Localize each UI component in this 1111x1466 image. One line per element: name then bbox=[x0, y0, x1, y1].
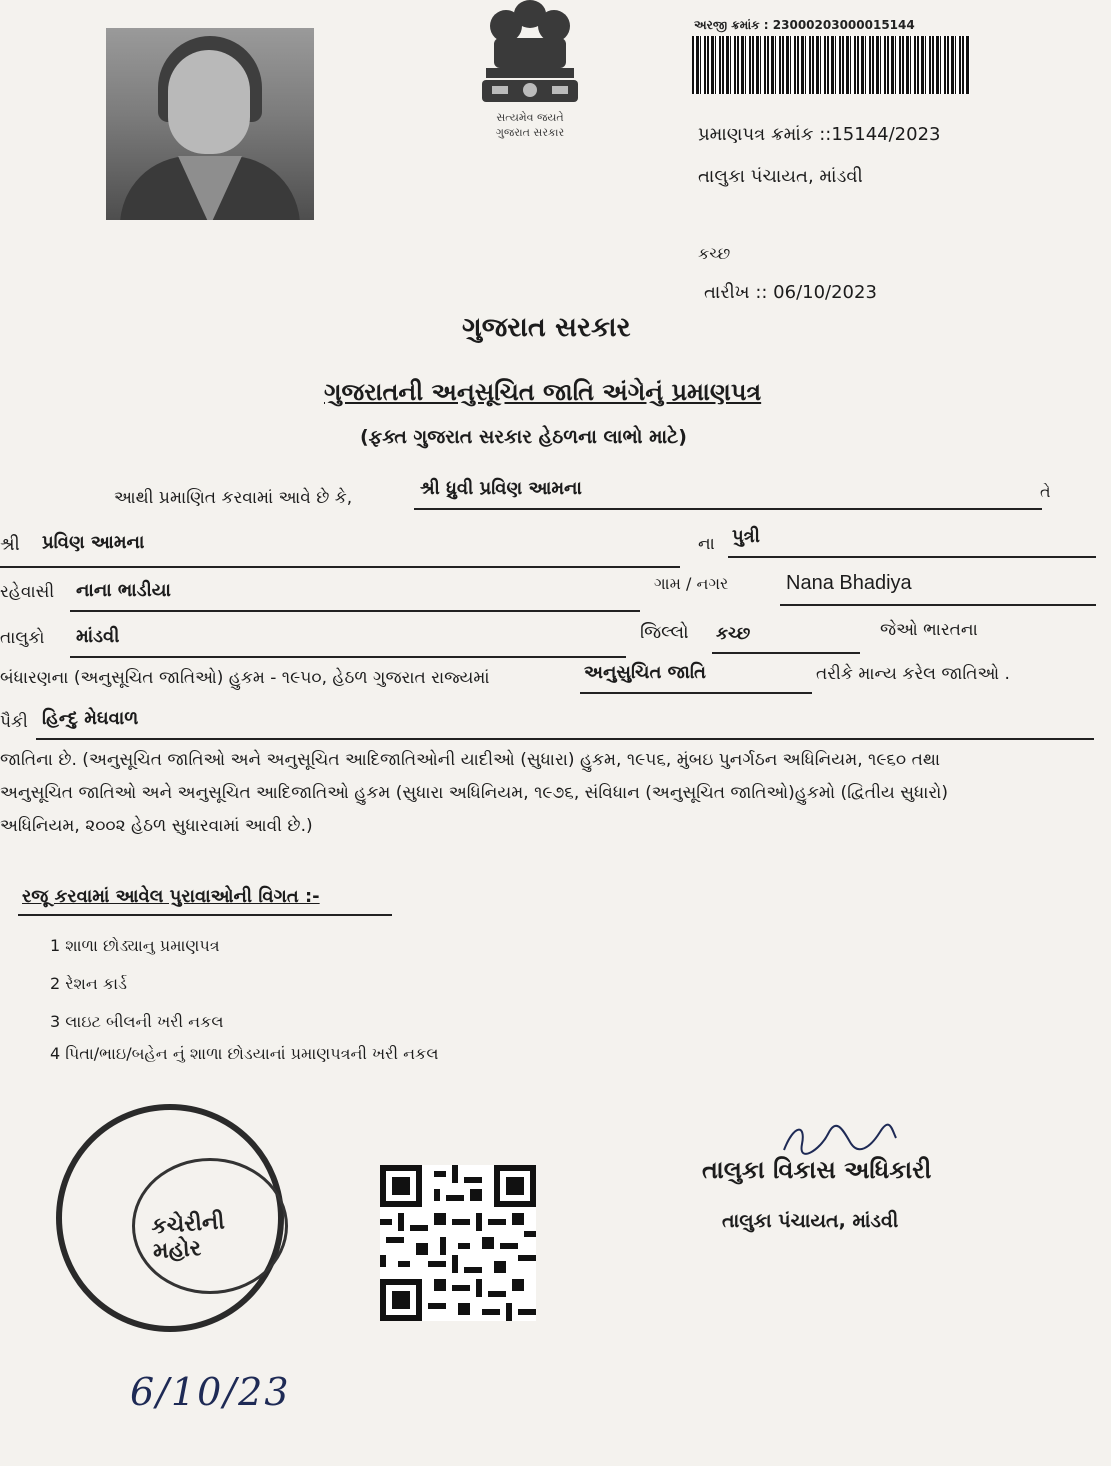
father-name: પ્રવિણ આમના bbox=[42, 532, 145, 553]
government-title: ગુજરાત સરકાર bbox=[462, 312, 631, 343]
issue-date: તારીખ :: 06/10/2023 bbox=[704, 282, 877, 303]
signature bbox=[780, 1120, 900, 1160]
issuing-district: કચ્છ bbox=[698, 244, 731, 263]
certificate-subtitle: (ફક્ત ગુજરાત સરકાર હેઠળના લાભો માટે) bbox=[360, 426, 687, 448]
village-value: Nana Bhadiya bbox=[786, 572, 912, 594]
certificate-number: પ્રમાણપત્ર ક્રમાંક ::15144/2023 bbox=[698, 124, 941, 145]
resident-prefix: રહેવાસી bbox=[0, 582, 55, 602]
relation-prefix: ના bbox=[698, 534, 715, 554]
caste-value: હિન્દુ મેઘવાળ bbox=[42, 708, 139, 729]
barcode bbox=[692, 36, 970, 94]
office-seal bbox=[56, 1104, 284, 1332]
legal-paragraph: જાતિના છે. (અનુસૂચિત જાતિઓ અને અનુસૂચિત આદિજાતિઓની યાદીઓ (સુધારા) હુકમ, ૧૯૫૬, મુંબઇ પુનર્ગઠન અધિનિયમ, ૧૯૬૦ તથા અનુસૂચિત જાતિઓ અને અનુસૂચિત આદિજાતિઓ હુકમ (સુધારા અધિનિયમ, ૧૯૭૬, સંવિધાન (અનુસૂચિત જાતિઓ)હુકમો (દ્વિતીય સુધારો) અધિનિયમ, ૨૦૦૨ હેઠળ સુધારવામાં આવી છે.) bbox=[0, 750, 949, 836]
officer-office: તાલુકા પંચાયત, માંડવી bbox=[722, 1210, 899, 1232]
issuing-office: તાલુકા પંચાયત, માંડવી bbox=[698, 166, 863, 187]
district-label: જિલ્લો bbox=[640, 622, 689, 643]
district-value: કચ્છ bbox=[716, 624, 751, 644]
taluka-label: તાલુકો bbox=[0, 628, 45, 648]
applicant-photo bbox=[106, 28, 314, 220]
evidence-item-3: 3 લાઇટ બીલની ખરી નકલ bbox=[50, 1012, 224, 1031]
applicant-name: શ્રી ધ્રુવી પ્રવિણ આમના bbox=[420, 478, 582, 499]
resident-value: નાના ભાડીયા bbox=[76, 580, 171, 601]
name-suffix: તે bbox=[1040, 482, 1051, 501]
evidence-heading: રજૂ કરવામાં આવેલ પુરાવાઓની વિગત :- bbox=[22, 886, 320, 907]
father-prefix: શ્રી bbox=[0, 534, 20, 555]
taluka-value: માંડવી bbox=[76, 626, 120, 647]
certify-prefix: આથી પ્રમાણિત કરવામાં આવે છે કે, bbox=[114, 488, 353, 508]
evidence-item-1: 1 શાળા છોડ્યાનુ પ્રમાણપત્ર bbox=[50, 936, 220, 955]
relation-value: પુત્રી bbox=[732, 526, 760, 547]
certificate-title: ગુજરાતની અનુસૂચિત જાતિ અંગેનું પ્રમાણપત્ર bbox=[324, 378, 762, 406]
handwritten-date: 6/10/23 bbox=[130, 1370, 291, 1414]
seal-label: કચેરીની મહોર bbox=[150, 1209, 226, 1265]
category-value: અનુસુચિત જાતિ bbox=[584, 662, 706, 683]
among-prefix: પૈકી bbox=[0, 712, 28, 732]
officer-title: તાલુકા વિકાસ અધિકારી bbox=[702, 1156, 932, 1184]
application-number: અરજી ક્રમાંક : 23000203000015144 bbox=[694, 18, 915, 32]
recognised-text: તરીકે માન્ય કરેલ જાતિઓ . bbox=[816, 664, 1010, 684]
emblem-caption: સત્યમેવ જયતે ગુજરાત સરકાર bbox=[495, 111, 565, 139]
constitution-text: બંધારણના (અનુસૂચિત જાતિઓ) હુકમ - ૧૯૫૦, હેઠળ ગુજરાત રાજ્યમાં bbox=[0, 668, 490, 688]
village-label: ગામ / નગર bbox=[654, 574, 729, 593]
evidence-item-2: 2 રેશન કાર્ડ bbox=[50, 974, 127, 993]
evidence-item-4: 4 પિતા/ભાઇ/બહેન નું શાળા છોડયાનાં પ્રમાણપત્રની ખરી નકલ bbox=[50, 1044, 439, 1063]
who-in-india: જેઓ ભારતના bbox=[880, 620, 978, 640]
qr-code bbox=[380, 1164, 536, 1322]
